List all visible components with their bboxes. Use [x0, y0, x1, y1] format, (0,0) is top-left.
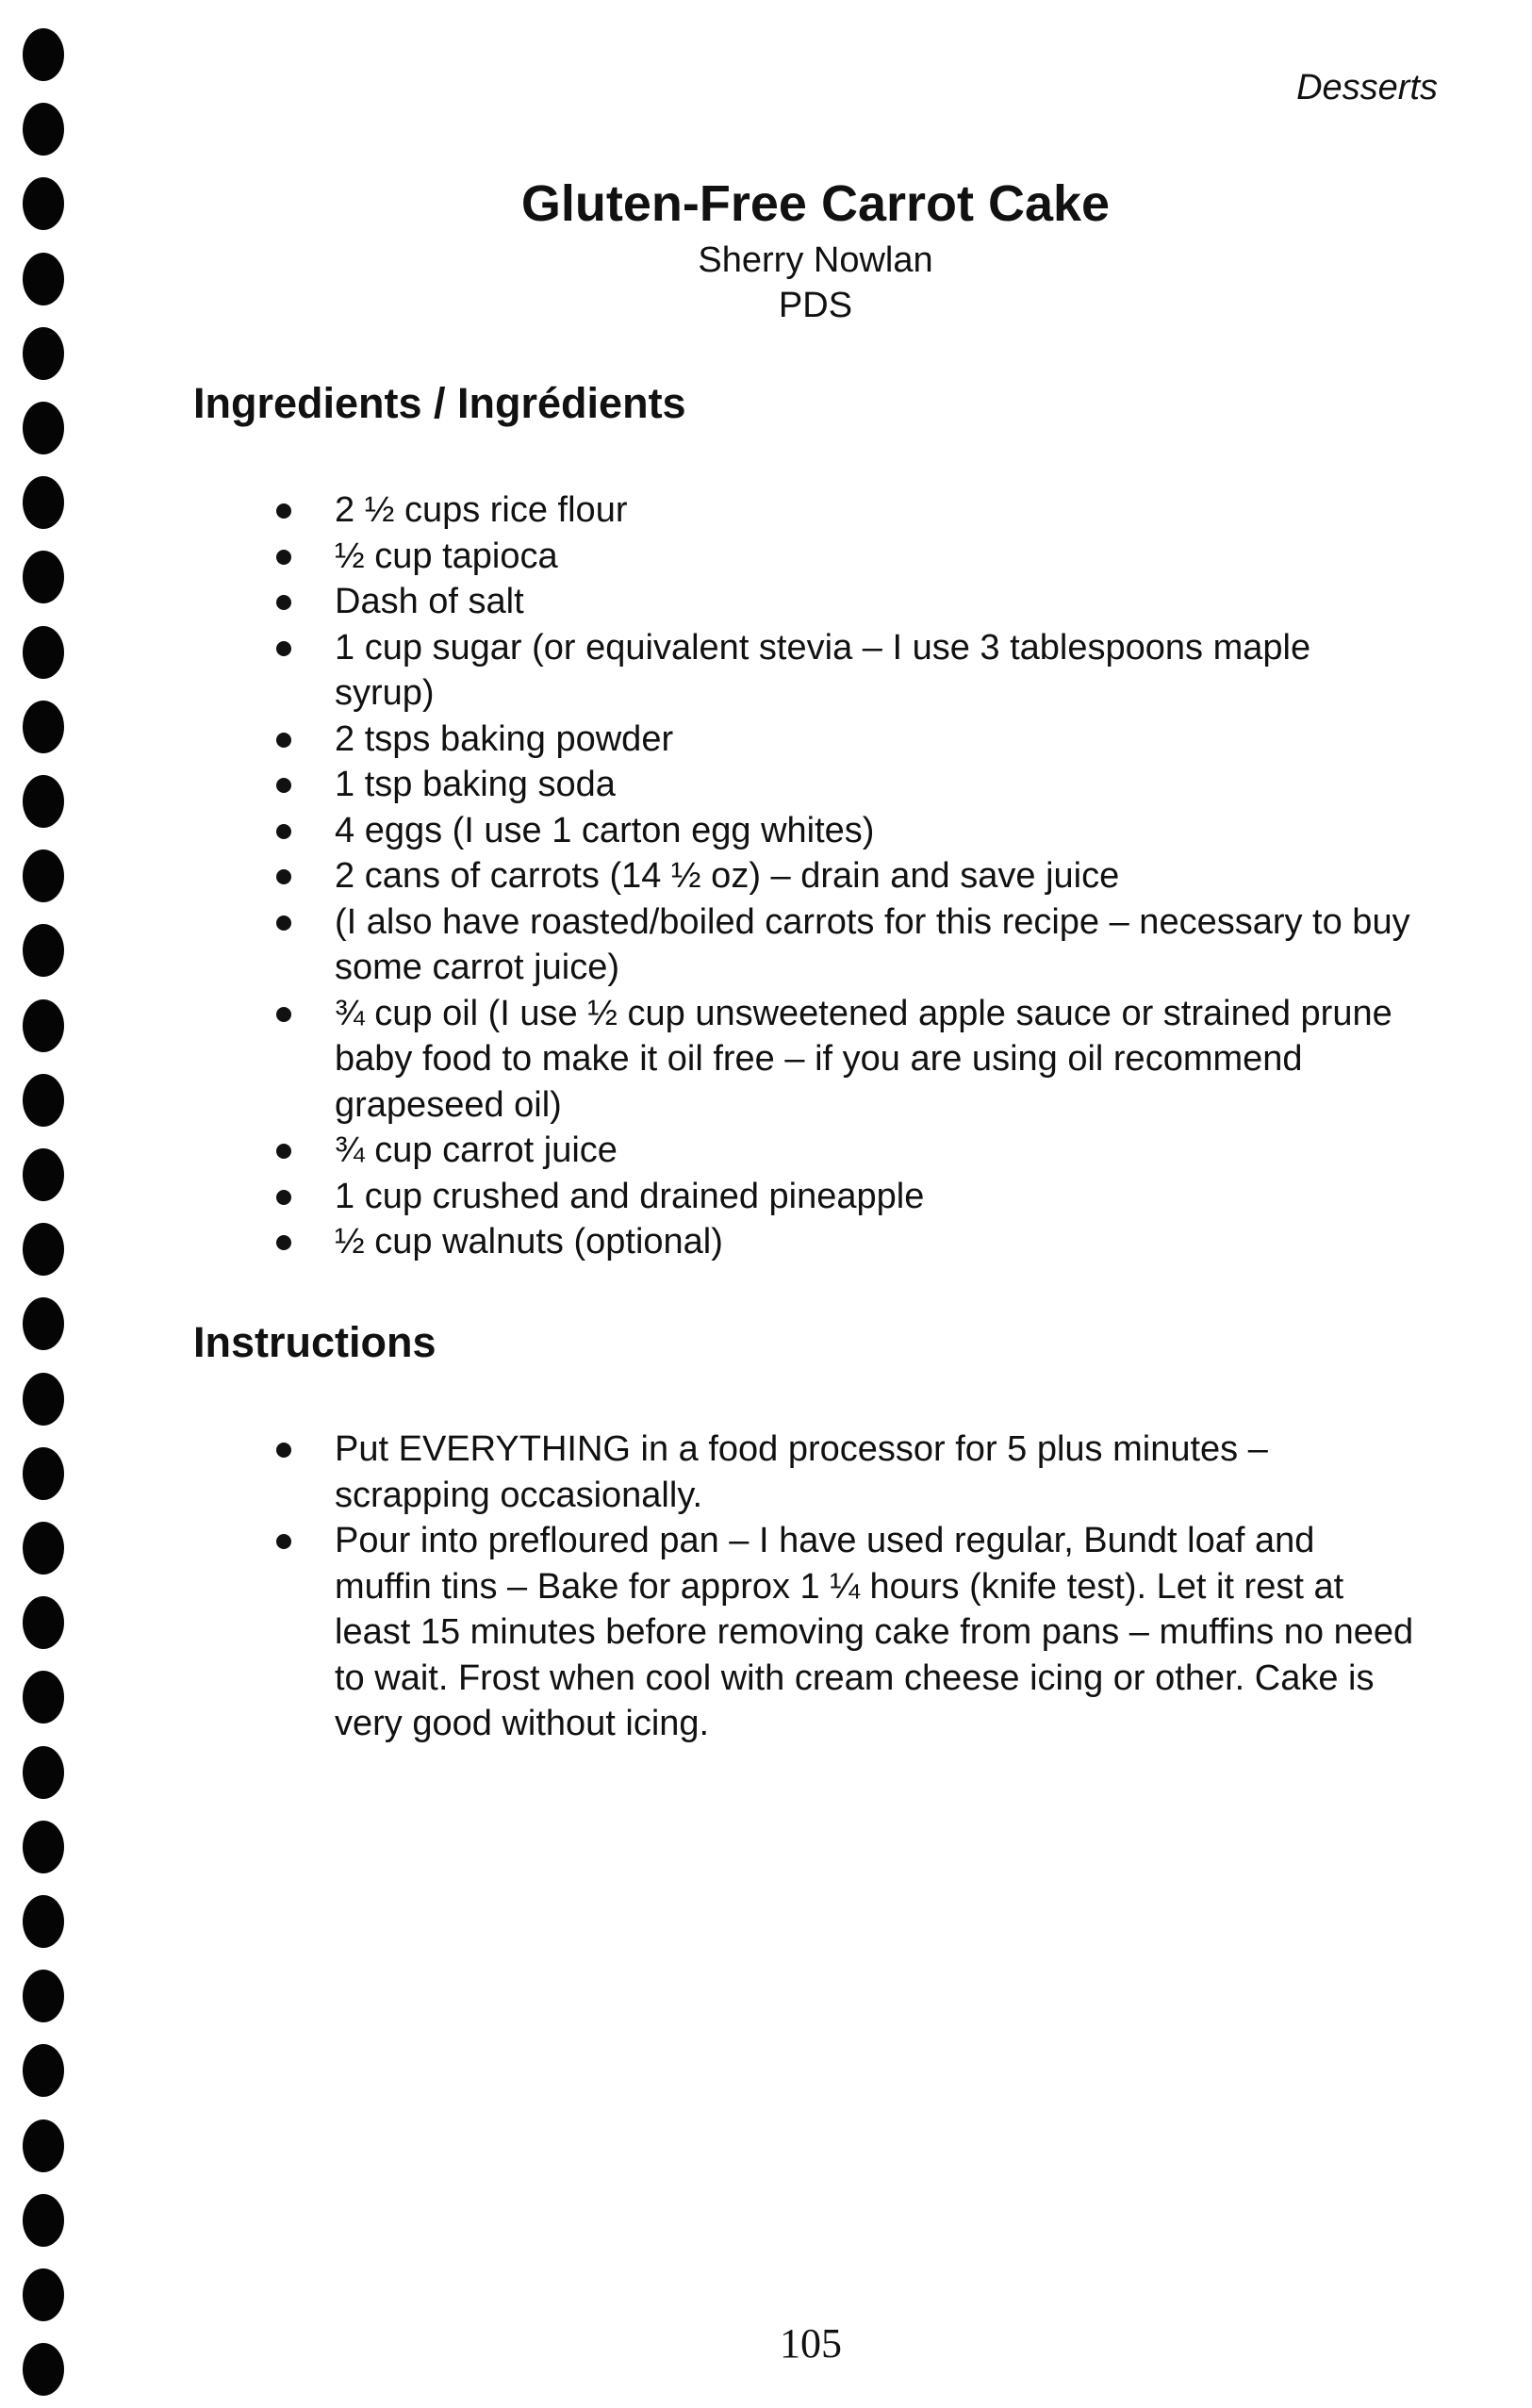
ingredient-text: ½ cup walnuts (optional)	[335, 1222, 723, 1262]
instruction-text: Pour into prefloured pan – I have used regular, Bundt loaf and muffin tins – Bake for approx 1 ¼ hours (knife test). Let it rest at least 15 minutes before removing cake from pans – muffins no need to wait. Frost when cool with cream cheese icing or other. Cake is very good without icing.	[335, 1521, 1414, 1743]
bullet-icon	[276, 595, 291, 610]
ingredient-item	[0, 762, 1471, 808]
recipe-author: Sherry Nowlan	[698, 240, 933, 280]
ingredient-item	[0, 1174, 1471, 1220]
binding-hole-icon	[23, 2044, 64, 2097]
recipe-title: Gluten-Free Carrot Cake	[520, 175, 1111, 232]
bullet-icon	[276, 869, 291, 884]
binding-hole-icon	[23, 177, 64, 230]
recipe-title-block	[344, 170, 1287, 328]
binding-hole-icon	[23, 1373, 64, 1426]
bullet-icon	[276, 824, 291, 839]
ingredient-item	[0, 1128, 1471, 1174]
ingredient-item	[0, 487, 1471, 534]
bullet-icon	[276, 503, 291, 519]
bullet-icon	[276, 778, 291, 793]
ingredient-text: 1 cup crushed and drained pineapple	[335, 1176, 925, 1216]
ingredient-item	[0, 991, 1471, 1129]
bullet-icon	[276, 1007, 291, 1022]
ingredients-heading: Ingredients / Ingrédients	[193, 379, 686, 427]
recipe-affiliation: PDS	[778, 286, 853, 325]
binding-hole-icon	[23, 1746, 64, 1799]
ingredient-text: ¾ cup carrot juice	[335, 1130, 618, 1170]
binding-hole-icon	[23, 327, 64, 380]
ingredient-item	[0, 808, 1471, 854]
ingredient-item	[0, 899, 1471, 991]
binding-hole-icon	[23, 402, 64, 454]
bullet-icon	[276, 550, 291, 565]
ingredient-text: ½ cup tapioca	[335, 536, 558, 576]
ingredient-text: Dash of salt	[335, 582, 524, 621]
bullet-icon	[276, 1190, 291, 1205]
instruction-text: Put EVERYTHING in a food processor for 5 plus minutes – scrapping occasionally.	[335, 1429, 1268, 1515]
instructions-heading: Instructions	[193, 1318, 437, 1366]
binding-hole-icon	[23, 103, 64, 156]
bullet-icon	[276, 641, 291, 656]
binding-hole-icon	[23, 2119, 64, 2172]
bullet-icon	[276, 1534, 291, 1549]
ingredient-item	[0, 1219, 1471, 1265]
ingredient-text: 2 cans of carrots (14 ½ oz) – drain and save juice	[335, 856, 1120, 896]
ingredient-text: 1 tsp baking soda	[335, 765, 616, 804]
ingredient-text: ¾ cup oil (I use ½ cup unsweetened apple sauce or strained prune baby food to make it oil free – if you are using oil recommend grapeseed oil)	[335, 993, 1392, 1125]
page-number: 105	[780, 2320, 842, 2367]
binding-hole-icon	[23, 253, 64, 305]
ingredient-text: (I also have roasted/boiled carrots for this recipe – necessary to buy some carrot juice)	[335, 901, 1410, 987]
binding-hole-icon	[23, 1821, 64, 1873]
instruction-step	[0, 1518, 1471, 1747]
ingredient-text: 2 tsps baking powder	[335, 718, 674, 759]
bullet-icon	[276, 1144, 291, 1159]
binding-hole-icon	[23, 1895, 64, 1948]
bullet-icon	[276, 1443, 291, 1458]
ingredient-text: 2 ½ cups rice flour	[335, 490, 628, 530]
section-tag: Desserts	[1296, 68, 1438, 107]
bullet-icon	[276, 733, 291, 748]
binding-hole-icon	[23, 1970, 64, 2022]
ingredient-item	[0, 579, 1471, 625]
ingredient-text: 4 eggs (I use 1 carton egg whites)	[335, 810, 875, 850]
bullet-icon	[276, 915, 291, 931]
ingredient-item	[0, 534, 1471, 580]
binding-hole-icon	[23, 2194, 64, 2247]
bullet-icon	[276, 1235, 291, 1250]
ingredient-text: 1 cup sugar (or equivalent stevia – I use 3 tablespoons maple syrup)	[335, 627, 1311, 713]
binding-hole-icon	[23, 28, 64, 81]
instruction-step	[0, 1427, 1471, 1518]
binding-hole-icon	[23, 1297, 64, 1350]
ingredients-list	[0, 487, 1471, 1265]
ingredient-item	[0, 853, 1471, 899]
binding-hole-icon	[23, 2268, 64, 2321]
ingredient-item	[0, 625, 1471, 717]
instructions-list	[0, 1427, 1471, 1747]
ingredient-item	[0, 717, 1471, 763]
